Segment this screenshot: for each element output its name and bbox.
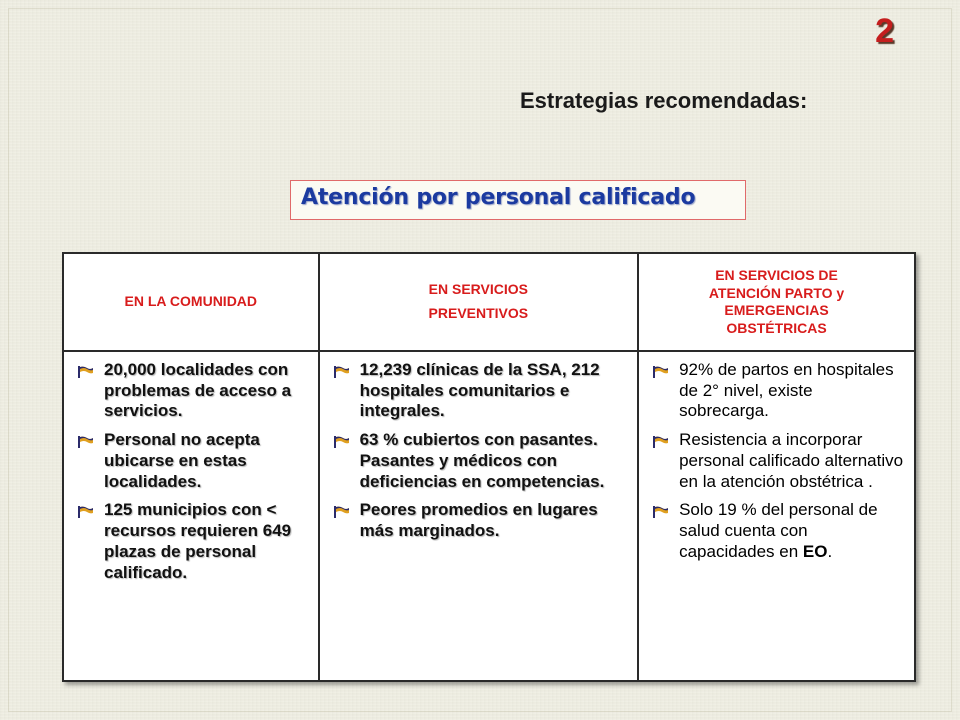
- list-item: [328, 360, 630, 422]
- cell-servicios-preventivos: [319, 351, 639, 681]
- table-body-row: [63, 351, 915, 681]
- list-comunidad: [64, 352, 318, 583]
- slide-number: 2: [875, 12, 894, 50]
- flag-bullet-icon: [334, 366, 350, 378]
- list-servicios-preventivos: [320, 352, 638, 542]
- flag-bullet-icon: [653, 366, 669, 378]
- flag-bullet-icon: [78, 436, 94, 448]
- list-item: [72, 360, 310, 422]
- list-item-text: 12,239 clínicas de la SSA, 212 hospitales comunitarios e integrales.: [359, 360, 600, 421]
- flag-bullet-icon: [334, 436, 350, 448]
- list-item-text: Personal no acepta ubicarse en estas localidades.: [104, 430, 260, 491]
- strategies-grid: [62, 252, 916, 682]
- column-header-servicios-parto: [638, 253, 915, 351]
- column-header-comunidad: [63, 253, 319, 351]
- list-item-text: 63 % cubiertos con pasantes. Pasantes y médicos con deficiencias en competencias.: [359, 430, 605, 491]
- list-item-text: 20,000 localidades con problemas de acceso a servicios.: [104, 360, 292, 421]
- flag-bullet-icon: [653, 506, 669, 518]
- column-header-servicios-preventivos: [319, 253, 639, 351]
- list-item: [72, 500, 310, 583]
- heading-box: [290, 180, 746, 220]
- flag-bullet-icon: [78, 366, 94, 378]
- list-item: [328, 430, 630, 492]
- flag-bullet-icon: [334, 506, 350, 518]
- list-item-text: [679, 500, 877, 560]
- list-item-text: 125 municipios con < recursos requieren 649 plazas de personal calificado.: [104, 500, 292, 582]
- list-item: [647, 500, 906, 562]
- list-item-text: Resistencia a incorporar personal calificado alternativo en la atención obstétrica .: [679, 430, 904, 491]
- list-item-text: 92% de partos en hospitales de 2° nivel, existe sobrecarga.: [679, 360, 894, 421]
- flag-bullet-icon: [653, 436, 669, 448]
- cell-comunidad: [63, 351, 319, 681]
- list-servicios-parto: [639, 352, 914, 563]
- table-header-row: [63, 253, 915, 351]
- list-item: [647, 430, 906, 492]
- list-item: [647, 360, 906, 422]
- column-header-line: EN SERVICIOS DE: [715, 267, 838, 283]
- column-header-line: EMERGENCIAS: [724, 302, 829, 318]
- column-header-line: EN LA COMUNIDAD: [124, 293, 258, 310]
- list-item-text: Peores promedios en lugares más marginados.: [359, 500, 598, 541]
- column-header-line: EN SERVICIOS: [428, 281, 528, 298]
- slide-subtitle: Estrategias recomendadas:: [520, 88, 808, 113]
- list-item: [328, 500, 630, 541]
- list-item-text-part: .: [827, 541, 833, 561]
- list-item: [72, 430, 310, 492]
- column-header-line: ATENCIÓN PARTO y: [708, 284, 845, 301]
- flag-bullet-icon: [78, 506, 94, 518]
- column-header-line: PREVENTIVOS: [428, 305, 529, 321]
- list-item-text-part: Solo 19 % del personal de salud cuenta con capacidades en: [679, 500, 878, 561]
- column-header-line: OBSTÉTRICAS: [726, 319, 827, 336]
- cell-servicios-parto: [638, 351, 915, 681]
- strategies-table: [62, 252, 916, 682]
- list-item-text-bold: EO: [802, 541, 828, 561]
- heading-title: Atención por personal calificado: [301, 185, 696, 210]
